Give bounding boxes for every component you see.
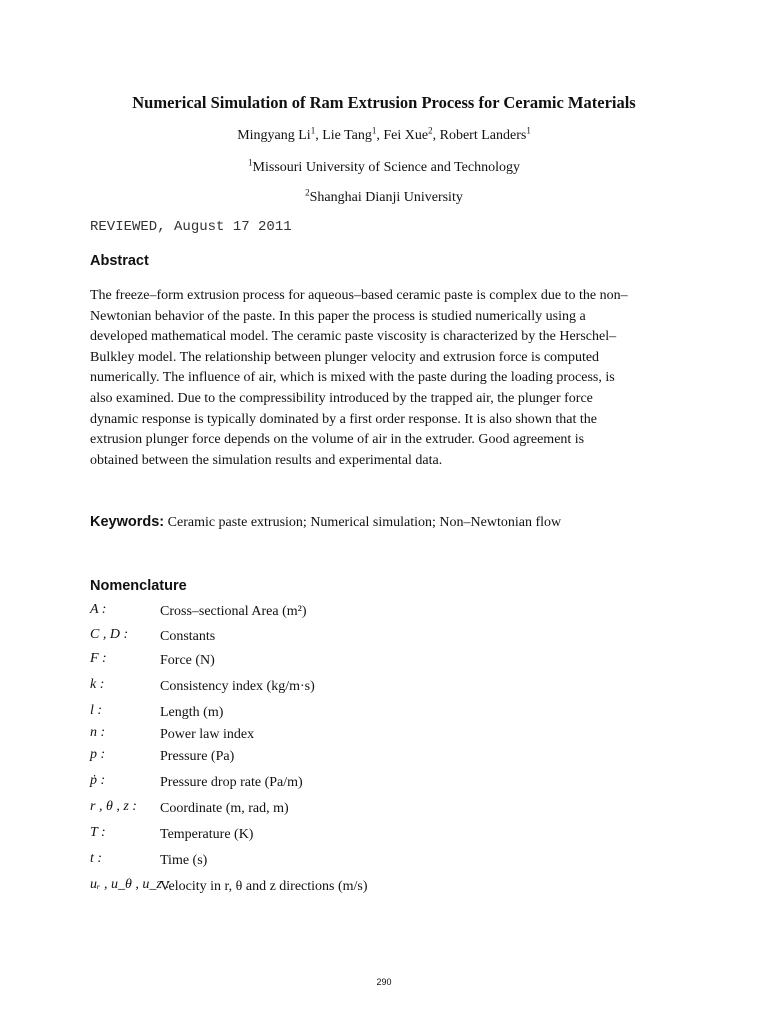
nomenclature-description: Length (m) <box>160 705 224 720</box>
nomenclature-symbol: k : <box>90 677 105 692</box>
abstract-body <box>90 286 680 471</box>
author-affiliation-mark: 2 <box>428 125 433 136</box>
author-separator: , <box>315 128 323 143</box>
nomenclature-symbol: T : <box>90 825 106 840</box>
nomenclature-symbol: n : <box>90 725 106 740</box>
author-name: Lie Tang <box>322 128 372 143</box>
nomenclature-symbol: uᵣ , u_θ , u_z : <box>90 877 170 892</box>
keywords <box>90 514 561 531</box>
nomenclature-row <box>90 747 690 771</box>
author-affiliation-mark: 1 <box>371 125 377 136</box>
nomenclature-description: Temperature (K) <box>160 827 254 842</box>
author-name: Robert Landers <box>439 128 527 143</box>
author-affiliation-mark: 1 <box>310 125 316 136</box>
abstract-line: Newtonian behavior of the paste. In this paper the process is studied numerically using a <box>90 308 586 324</box>
page-number: 290 <box>376 977 392 987</box>
nomenclature-description: Power law index <box>160 727 255 742</box>
affiliation-mark: 1 <box>248 157 253 168</box>
affiliation-name: Shanghai Dianji University <box>309 190 463 205</box>
author-name: Mingyang Li <box>237 128 311 143</box>
affiliation-name: Missouri University of Science and Technology <box>252 160 520 175</box>
review-stamp: REVIEWED, August 17 2011 <box>90 219 292 235</box>
author-separator: , <box>376 128 384 143</box>
nomenclature-row <box>90 799 690 823</box>
nomenclature-description: Coordinate (m, rad, m) <box>160 801 289 816</box>
author-list <box>0 125 768 144</box>
nomenclature-row <box>90 627 690 651</box>
nomenclature-row <box>90 825 690 849</box>
affiliation-mark: 2 <box>305 187 310 198</box>
nomenclature-heading: Nomenclature <box>90 578 187 594</box>
nomenclature-symbol: p : <box>90 747 106 762</box>
keywords-label: Keywords: <box>90 514 165 530</box>
nomenclature-symbol: ṗ : <box>90 773 106 788</box>
nomenclature-row <box>90 602 690 626</box>
abstract-line: Bulkley model. The relationship between plunger velocity and extrusion force is computed <box>90 349 600 365</box>
nomenclature-description: Force (N) <box>160 653 215 668</box>
abstract-line: dynamic response is typically dominated by a first order response. It is also shown that the <box>90 411 598 427</box>
nomenclature-symbol: F : <box>90 651 107 666</box>
abstract-line: developed mathematical model. The ceramic paste viscosity is characterized by the Herschel– <box>90 329 617 345</box>
affiliation-1 <box>0 157 768 176</box>
affiliation-2 <box>0 187 768 206</box>
author-separator: , <box>432 128 440 143</box>
nomenclature-row <box>90 851 690 875</box>
nomenclature-description: Pressure (Pa) <box>160 749 235 764</box>
abstract-line: obtained between the simulation results and experimental data. <box>90 452 443 468</box>
abstract-line: The freeze–form extrusion process for aqueous–based ceramic paste is complex due to the non– <box>90 288 628 303</box>
nomenclature-description: Constants <box>160 629 216 644</box>
nomenclature-description: Time (s) <box>160 853 208 868</box>
nomenclature-row <box>90 703 690 727</box>
abstract-line: also examined. Due to the compressibility introduced by the trapped air, the plunger force <box>90 390 593 406</box>
nomenclature-description: Velocity in r, θ and z directions (m/s) <box>160 879 368 894</box>
nomenclature-row <box>90 877 690 901</box>
author-affiliation-mark: 1 <box>526 125 531 136</box>
abstract-line: extrusion plunger force depends on the volume of air in the extruder. Good agreement is <box>90 432 585 448</box>
abstract-heading: Abstract <box>90 253 149 269</box>
nomenclature-symbol: C , D : <box>90 627 129 642</box>
paper-title: Numerical Simulation of Ram Extrusion Process for Ceramic Materials <box>132 93 636 112</box>
nomenclature-row <box>90 725 690 749</box>
nomenclature-description: Pressure drop rate (Pa/m) <box>160 775 303 790</box>
nomenclature-row <box>90 651 690 675</box>
keywords-text: Ceramic paste extrusion; Numerical simulation; Non–Newtonian flow <box>167 515 562 530</box>
author-name: Fei Xue <box>383 128 429 143</box>
nomenclature-description: Consistency index (kg/m·s) <box>160 679 315 694</box>
nomenclature-symbol: A : <box>90 602 107 617</box>
nomenclature-row <box>90 773 690 797</box>
nomenclature-symbol: l : <box>90 703 103 718</box>
nomenclature-symbol: t : <box>90 851 103 866</box>
nomenclature-row <box>90 677 690 701</box>
abstract-line: numerically. The influence of air, which is mixed with the paste during the loading process, is <box>90 370 615 386</box>
nomenclature-symbol: r , θ , z : <box>90 799 137 814</box>
nomenclature-description: Cross–sectional Area (m²) <box>160 604 307 619</box>
